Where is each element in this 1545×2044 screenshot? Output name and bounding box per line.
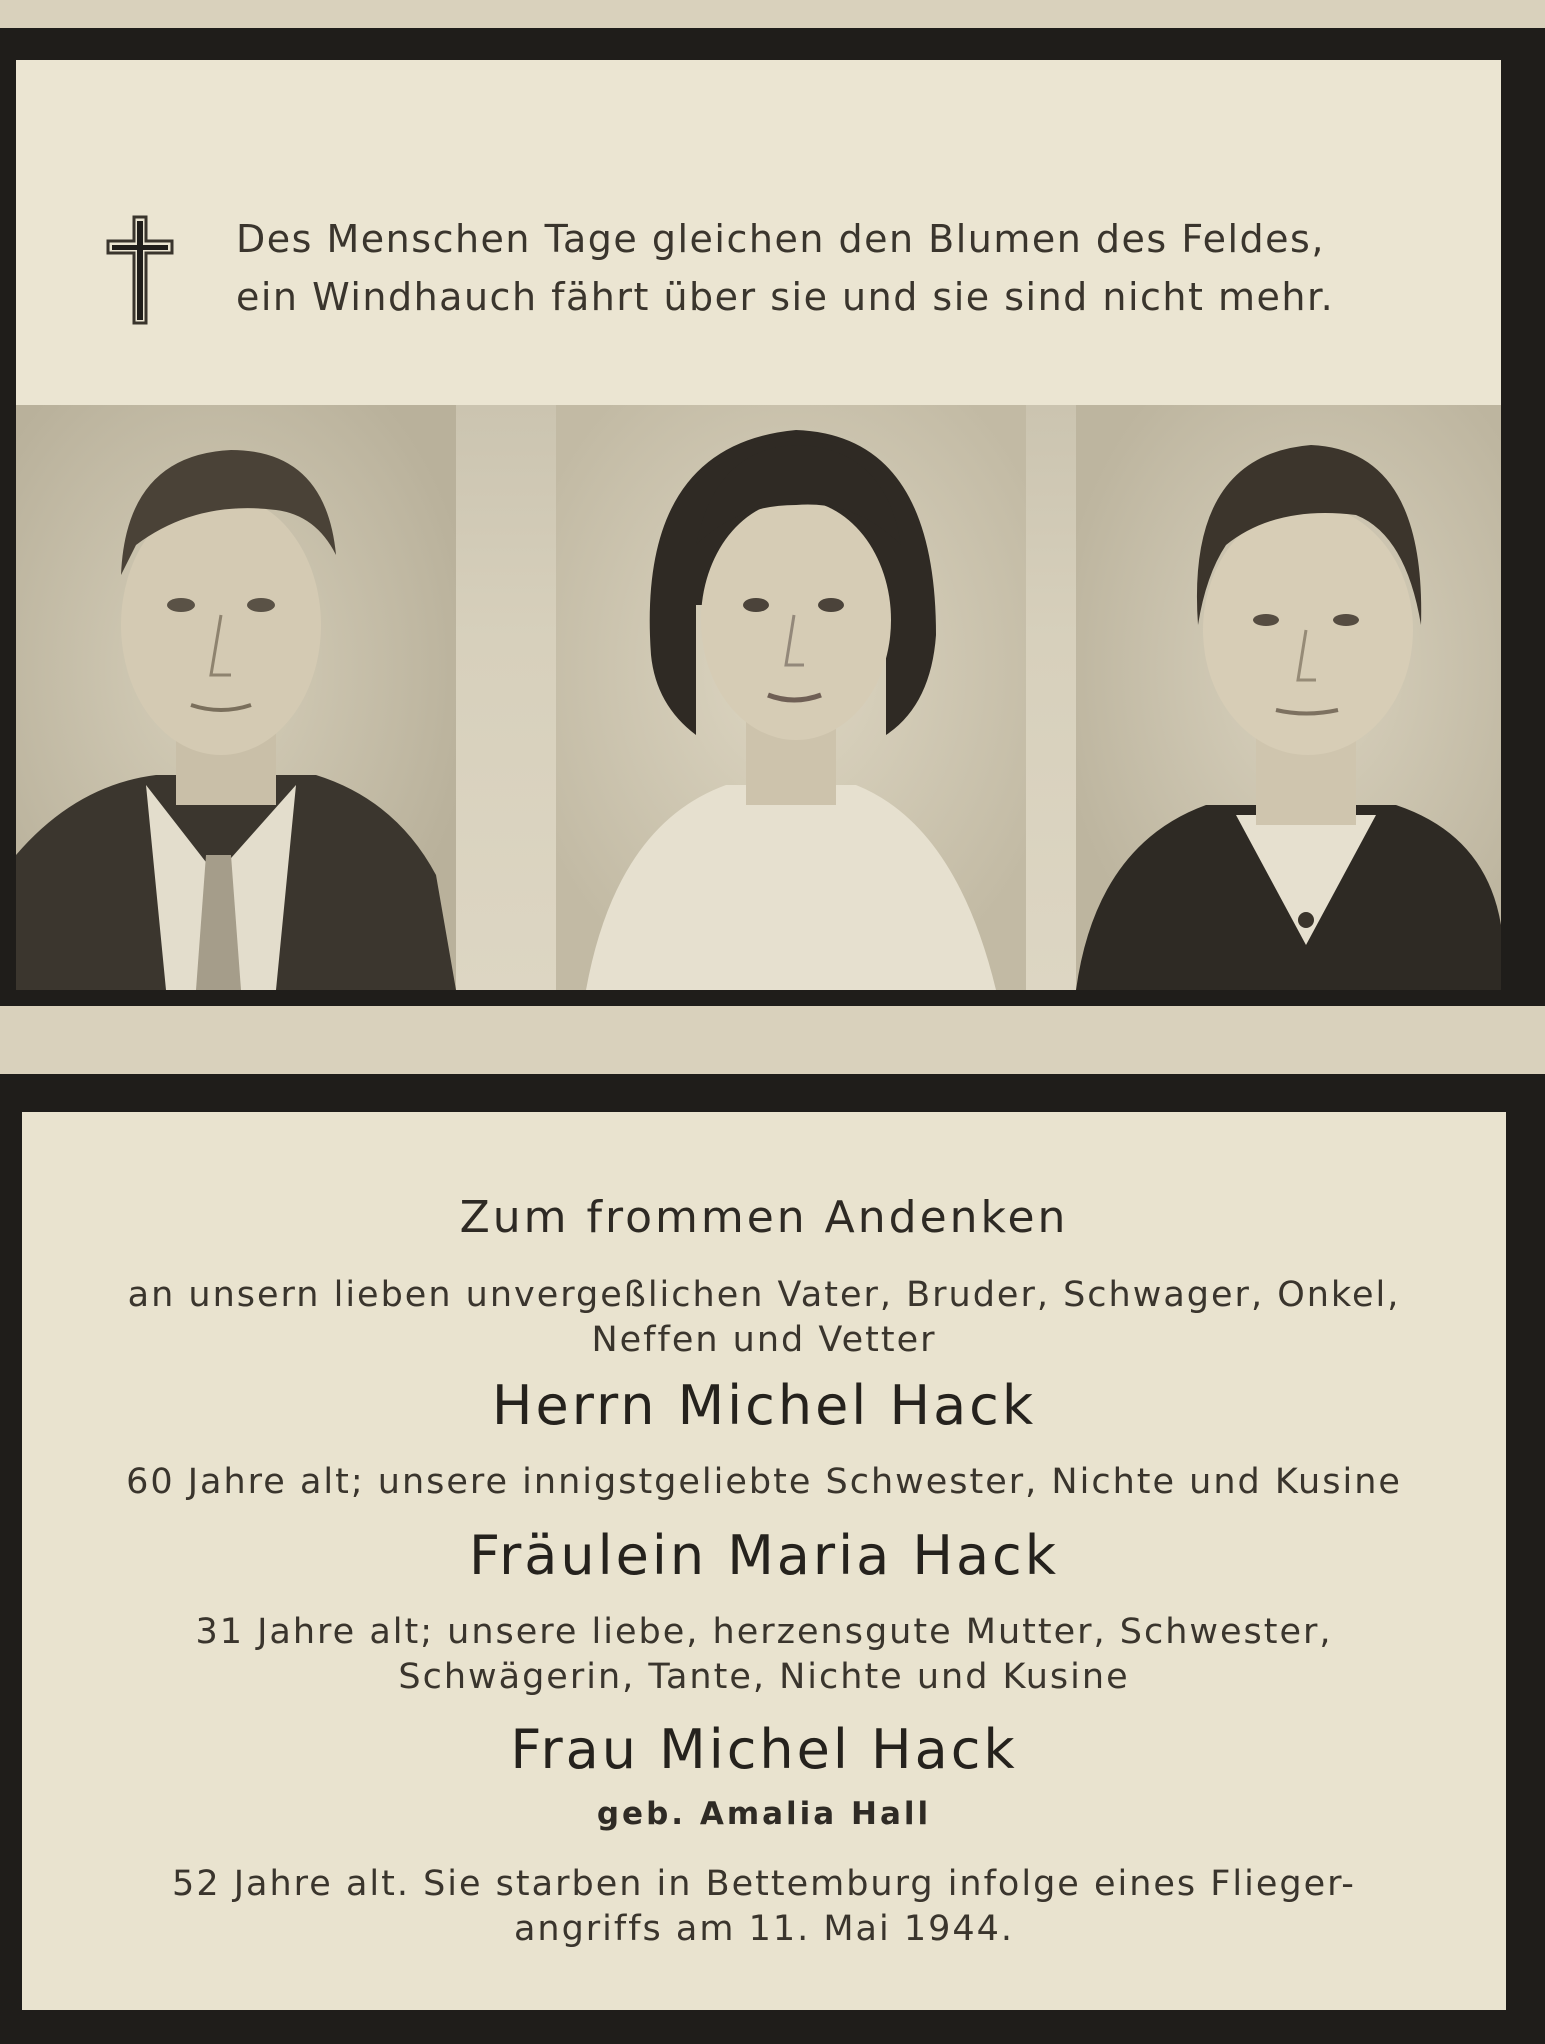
verse-line-2: ein Windhauch fährt über sie und sie sind nicht mehr.: [236, 275, 1335, 319]
portrait-older-woman: [1076, 405, 1501, 990]
portrait-strip: [16, 405, 1501, 990]
closing-line-2: angriffs am 11. Mai 1944.: [513, 1909, 1015, 1949]
card-front-inner: [16, 60, 1501, 990]
memorial-card-front: [0, 28, 1545, 1006]
person1-text: 60 Jahre alt; unsere innigstgeliebte Schwester, Nichte und Kusine: [126, 1462, 1402, 1502]
person2-text-line-1: 31 Jahre alt; unsere liebe, herzensgute Mutter, Schwester,: [195, 1612, 1333, 1652]
person3-birthname: geb. Amalia Hall: [596, 1796, 932, 1832]
intro-line-2: Neffen und Vetter: [591, 1320, 937, 1360]
verse-panel: [16, 60, 1501, 405]
cross-icon: [104, 215, 176, 327]
closing-line-1: 52 Jahre alt. Sie starben in Bettemburg infolge eines Flieger-: [172, 1864, 1356, 1904]
intro-line-1: an unsern lieben unvergeßlichen Vater, Bruder, Schwager, Onkel,: [127, 1275, 1401, 1315]
person3-name: Frau Michel Hack: [510, 1718, 1018, 1781]
portrait-man: [16, 405, 456, 990]
portrait-young-woman: [556, 405, 1026, 990]
verse-line-1: Des Menschen Tage gleichen den Blumen des Feldes,: [236, 217, 1325, 261]
person2-text-line-2: Schwägerin, Tante, Nichte und Kusine: [398, 1657, 1130, 1697]
person2-name: Fräulein Maria Hack: [468, 1524, 1060, 1587]
verse-text: [236, 210, 1396, 326]
memorial-card-back: [0, 1074, 1545, 2044]
memorial-heading: Zum frommen Andenken: [459, 1192, 1069, 1243]
memorial-text: [22, 1112, 1506, 2010]
person1-name: Herrn Michel Hack: [491, 1374, 1037, 1437]
card-back-inner: [22, 1112, 1506, 2010]
